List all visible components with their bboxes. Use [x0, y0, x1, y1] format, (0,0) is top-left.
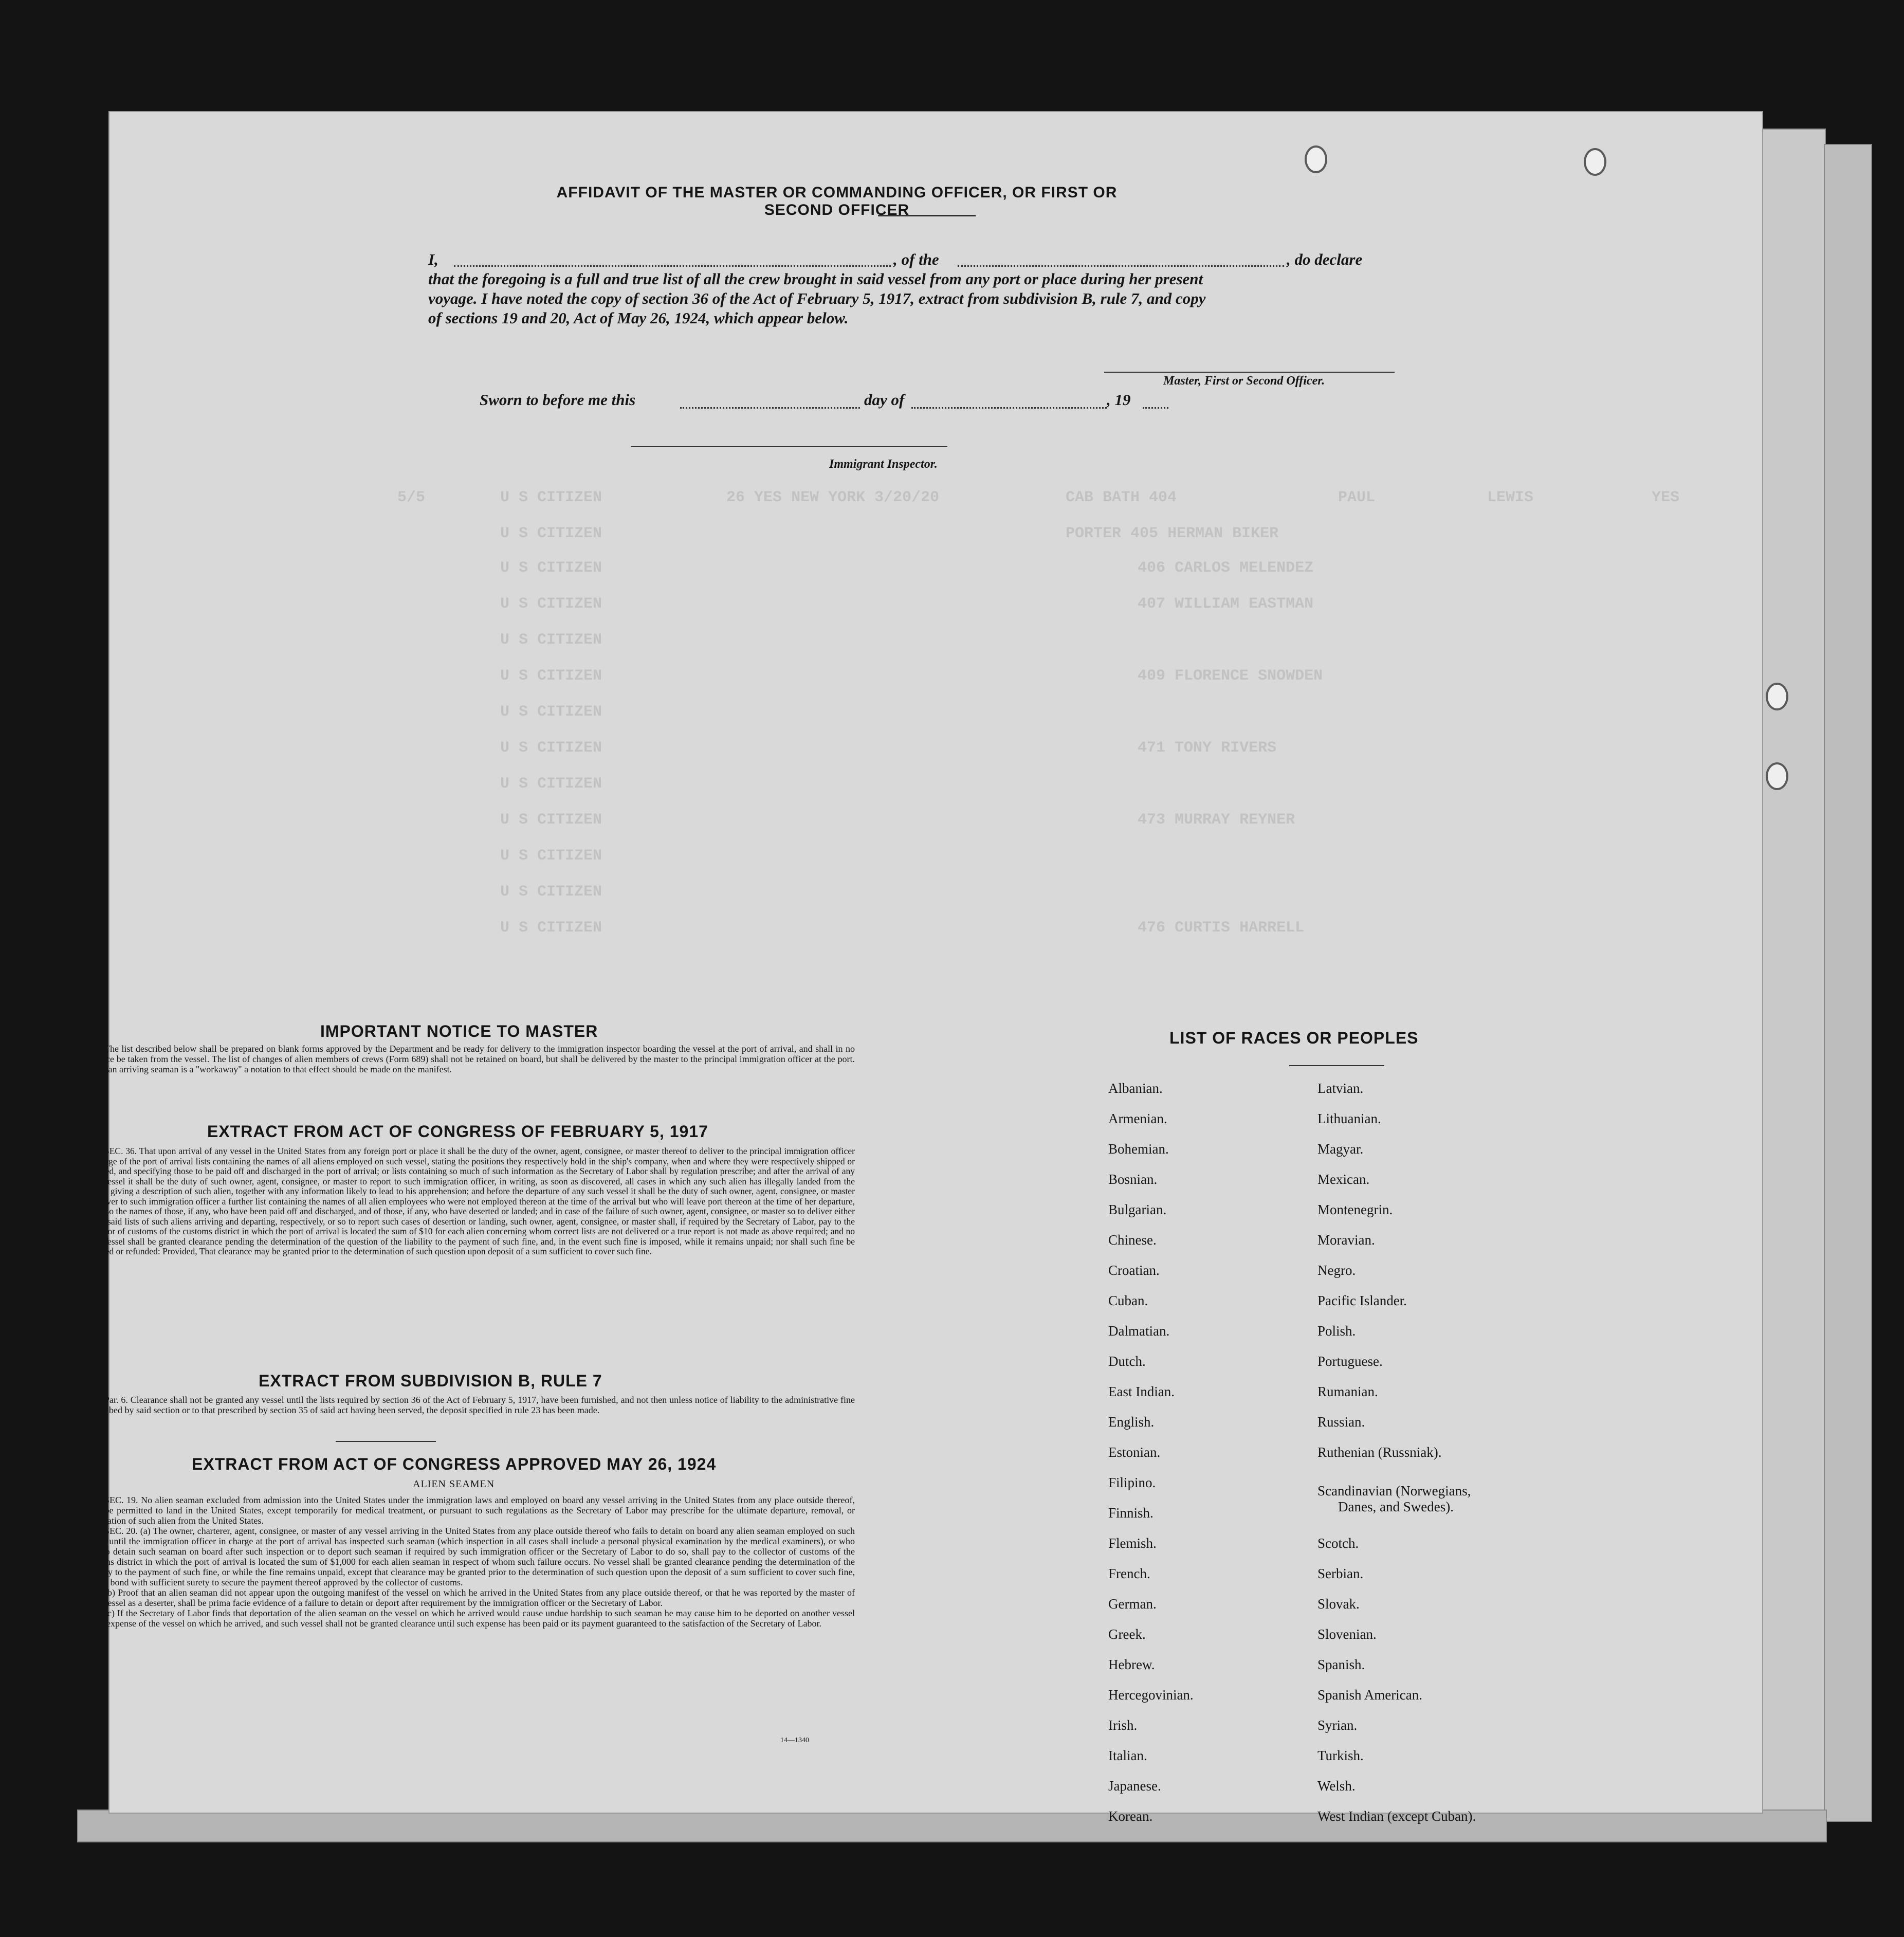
of-the-label: , of the: [893, 250, 939, 268]
sworn-day-field[interactable]: [680, 407, 860, 409]
race-item: Hebrew.: [1108, 1657, 1155, 1672]
race-item: Bosnian.: [1108, 1172, 1158, 1187]
ghost-row: 26 YES NEW YORK 3/20/20: [726, 489, 940, 506]
alien-seamen-subtitle: ALIEN SEAMEN: [413, 1478, 495, 1490]
race-item: Dutch.: [1108, 1354, 1146, 1369]
race-item: Negro.: [1317, 1263, 1356, 1278]
ghost-row: 473 MURRAY REYNER: [1138, 811, 1295, 829]
ghost-row: U S CITIZEN: [500, 667, 602, 685]
declaration-line-3: of sections 19 and 20, Act of May 26, 1924, which appear below.: [428, 309, 849, 327]
race-item: Lithuanian.: [1317, 1111, 1381, 1126]
ghost-row: U S CITIZEN: [500, 739, 602, 757]
ghost-row: PAUL: [1338, 489, 1376, 506]
race-item: Japanese.: [1108, 1778, 1161, 1794]
race-item: French.: [1108, 1566, 1150, 1581]
race-item: Hercegovinian.: [1108, 1687, 1194, 1703]
under-sheet-far-right: [1824, 144, 1872, 1822]
race-item: Irish.: [1108, 1717, 1138, 1733]
section-divider: [336, 1441, 436, 1442]
race-item: Latvian.: [1317, 1081, 1364, 1096]
signature-line[interactable]: [1104, 372, 1395, 373]
sec19-text: SEC. 19. No alien seaman excluded from admission into the United States under the immigration laws and employed on board any vessel arriving in the United States from any place outside thereof, shall be permitted to land in the United States, except temporarily for medical treatment, or pursuant to such regulations as the Secretary of Labor may prescribe for the ultimate departure, removal, or deportation of such alien from the United States.: [84, 1495, 855, 1526]
race-item: Finnish.: [1108, 1505, 1154, 1521]
ghost-row: CAB BATH 404: [1066, 489, 1177, 506]
race-item: Dalmatian.: [1108, 1323, 1170, 1339]
race-item: Cuban.: [1108, 1293, 1148, 1308]
extract-1924-title: EXTRACT FROM ACT OF CONGRESS APPROVED MAY 26, 1924: [192, 1455, 717, 1473]
race-item: Pacific Islander.: [1317, 1293, 1407, 1308]
ghost-row: U S CITIZEN: [500, 525, 602, 542]
ghost-row: YES: [1652, 489, 1680, 506]
i-label: I,: [428, 250, 438, 268]
sworn-line: [480, 391, 1302, 411]
race-item: Turkish.: [1317, 1748, 1364, 1763]
race-item: West Indian (except Cuban).: [1317, 1808, 1476, 1824]
vessel-field[interactable]: [958, 265, 1284, 267]
extract-1917-title: EXTRACT FROM ACT OF CONGRESS OF FEBRUARY 5, 1917: [207, 1122, 708, 1141]
ghost-row: U S CITIZEN: [500, 883, 602, 901]
race-item: German.: [1108, 1596, 1157, 1612]
declaration-line-1: that the foregoing is a full and true list of all the crew brought in said vessel from any port or place during her present: [428, 270, 1203, 288]
extract-rule7-title: EXTRACT FROM SUBDIVISION B, RULE 7: [259, 1372, 602, 1390]
affidavit-declaration: [428, 250, 1544, 328]
title-underline: [878, 215, 976, 216]
race-item: Flemish.: [1108, 1536, 1157, 1551]
extract-rule7-text: Par. 6. Clearance shall not be granted any vessel until the lists required by section 36 of the Act of February 5, 1917, have been furnished, and not then unless notice of liability to the administrative fine prescribed by said section or to that prescribed by section 35 of said act having been served, the deposit specified in rule 23 has been made.: [84, 1395, 855, 1415]
sworn-label: Sworn to before me this: [480, 391, 636, 409]
race-item: Polish.: [1317, 1323, 1356, 1339]
sec20b-text: (b) Proof that an alien seaman did not appear upon the outgoing manifest of the vessel on which he arrived in the United States from any place outside thereof, or that he was reported by the master of such vessel as a deserter, shall be prima facie evidence of a failure to detain or deport after requirement by the immigration officer or the Secretary of Labor.: [84, 1587, 855, 1608]
race-item: Filipino.: [1108, 1475, 1156, 1490]
race-item: Armenian.: [1108, 1111, 1167, 1126]
inspector-signature-line[interactable]: [631, 446, 947, 447]
day-of-label: day of: [864, 391, 905, 409]
form-sheet: [84, 112, 1762, 1824]
race-item: Russian.: [1317, 1414, 1365, 1430]
ghost-row: U S CITIZEN: [500, 703, 602, 721]
ghost-row: LEWIS: [1487, 489, 1534, 506]
race-item: Scotch.: [1317, 1536, 1359, 1551]
race-item: Chinese.: [1108, 1232, 1157, 1248]
race-item: English.: [1108, 1414, 1155, 1430]
year-label: , 19: [1107, 391, 1131, 409]
affidavit-title: AFFIDAVIT OF THE MASTER OR COMMANDING OFFICER, OR FIRST OR SECOND OFFICER: [556, 184, 1118, 218]
race-item: Scandinavian (Norwegians,: [1317, 1483, 1471, 1499]
race-item: Albanian.: [1108, 1081, 1163, 1096]
ghost-row: 407 WILLIAM EASTMAN: [1138, 595, 1314, 613]
signature-caption: Master, First or Second Officer.: [1163, 374, 1325, 388]
extract-1917-text: SEC. 36. That upon arrival of any vessel in the United States from any foreign port or place it shall be the duty of the owner, agent, consignee, or master thereof to deliver to the principal immigration officer in charge of the port of arrival lists containing the names of all aliens employed on such vessel, stating the positions they respectively hold in the ship's company, when and where they were respectively shipped or engaged, and specifying those to be paid off and discharged in the port of arrival; or lists containing so much of such information as the Secretary of Labor shall by regulation prescribe; and after the arrival of any such vessel it shall be the duty of such owner, agent, consignee, or master to report to such immigration officer, in writing, as soon as discovered, all cases in which any such alien has illegally landed from the vessel, giving a description of such alien, together with any information likely to lead to his apprehension; and before the departure of any such vessel it shall be the duty of such owner, agent, consignee, or master to deliver to such immigration officer a further list containing the names of all alien employees who were not employed thereon at the time of the arrival but who will leave port thereon at the time of her departure, and also the names of those, if any, who have been paid off and discharged, and of those, if any, who have deserted or landed; and in case of the failure of such owner, agent, consignee, or master so to deliver either of the said lists of such aliens arriving and departing, respectively, or so to report such cases of desertion or landing, such owner, agent, consignee, or master shall, if required by the Secretary of Labor, pay to the collector of customs of the customs district in which the port of arrival is located the sum of $10 for each alien concerning whom correct lists are not delivered or a true report is not made as above required; and no such vessel shall be granted clearance pending the determination of the question of the liability to the payment of such fine, and, in the event such fine is imposed, while it remains unpaid; nor shall such fine be remitted or refunded: Provided, That clearance may be granted prior to the determination of such question upon deposit of a sum sufficient to cover such fine.: [84, 1146, 855, 1256]
ghost-row: PORTER 405 HERMAN BIKER: [1066, 525, 1279, 542]
race-item: Moravian.: [1317, 1232, 1375, 1248]
ghost-row: U S CITIZEN: [500, 811, 602, 829]
ghost-row: U S CITIZEN: [500, 631, 602, 649]
race-item: Estonian.: [1108, 1445, 1161, 1460]
race-item: Montenegrin.: [1317, 1202, 1393, 1217]
punch-hole: [1584, 148, 1606, 176]
race-item: Slovak.: [1317, 1596, 1360, 1612]
race-item: Bulgarian.: [1108, 1202, 1167, 1217]
punch-hole: [1305, 145, 1327, 173]
ghost-row: U S CITIZEN: [500, 847, 602, 865]
form-number: 14—1340: [780, 1737, 809, 1744]
notice-title: IMPORTANT NOTICE TO MASTER: [320, 1022, 598, 1040]
races-title-underline: [1289, 1065, 1384, 1066]
ghost-row: 471 TONY RIVERS: [1138, 739, 1277, 757]
race-item: Spanish American.: [1317, 1687, 1422, 1703]
race-item: Portuguese.: [1317, 1354, 1383, 1369]
extract-1924-text: [84, 1495, 855, 1629]
race-item: Serbian.: [1317, 1566, 1364, 1581]
under-sheet-right: [1762, 129, 1826, 1827]
race-item: Ruthenian (Russniak).: [1317, 1445, 1442, 1460]
ghost-row: 476 CURTIS HARRELL: [1138, 919, 1305, 937]
ghost-row: U S CITIZEN: [500, 489, 602, 506]
race-item: Korean.: [1108, 1808, 1153, 1824]
race-item: Slovenian.: [1317, 1627, 1377, 1642]
race-item: Rumanian.: [1317, 1384, 1378, 1399]
race-item: Italian.: [1108, 1748, 1147, 1763]
sworn-month-field[interactable]: [911, 407, 1107, 409]
sworn-year-field[interactable]: [1143, 407, 1168, 409]
ghost-row: 406 CARLOS MELENDEZ: [1138, 559, 1314, 577]
inspector-caption: Immigrant Inspector.: [829, 458, 938, 471]
do-declare-label: , do declare: [1287, 250, 1363, 268]
ghost-row: 5/5: [397, 489, 426, 506]
name-field[interactable]: [454, 265, 891, 267]
race-item: Welsh.: [1317, 1778, 1356, 1794]
ghost-row: 409 FLORENCE SNOWDEN: [1138, 667, 1323, 685]
punch-hole: [1766, 762, 1788, 790]
race-item: Magyar.: [1317, 1141, 1364, 1157]
sec20c-text: (c) If the Secretary of Labor finds that deportation of the alien seaman on the vessel on which he arrived would cause undue hardship to such seaman he may cause him to be deported on another vessel at the expense of the vessel on which he arrived, and such vessel shall not be granted clearance until such expense has been paid or its payment guaranteed to the satisfaction of the Secretary of Labor.: [84, 1608, 855, 1629]
punch-hole: [1766, 683, 1788, 710]
race-item: East Indian.: [1108, 1384, 1175, 1399]
race-item: Mexican.: [1317, 1172, 1370, 1187]
notice-text: The list described below shall be prepared on blank forms approved by the Department and be ready for delivery to the immigration inspector boarding the vessel at the port of arrival, and shall in no instance be taken from the vessel. The list of changes of alien members of crews (Form 689) shall not be retained on board, but shall be delivered by the master to the principal immigration officer at the port. When an arriving seaman is a "workaway" a notation to that effect should be made on the manifest.: [84, 1044, 855, 1074]
race-item: Syrian.: [1317, 1717, 1358, 1733]
ghost-row: U S CITIZEN: [500, 595, 602, 613]
race-item: Spanish.: [1317, 1657, 1365, 1672]
ghost-row: U S CITIZEN: [500, 559, 602, 577]
ghost-row: U S CITIZEN: [500, 919, 602, 937]
under-sheet-bottom: [77, 1810, 1827, 1842]
race-item: Bohemian.: [1108, 1141, 1169, 1157]
race-item: Greek.: [1108, 1627, 1146, 1642]
sec20a-text: SEC. 20. (a) The owner, charterer, agent, consignee, or master of any vessel arriving in the United States from any place outside thereof who fails to detain on board any alien seaman employed on such vessel until the immigration officer in charge at the port of arrival has inspected such seaman (which inspection in all cases shall include a personal physical examination by the medical examiners), or who fails to detain such seaman on board after such inspection or to deport such seaman if required by such immigration officer or the Secretary of Labor to do so, shall pay to the collector of customs of the customs district in which the port of arrival is located the sum of $1,000 for each alien seaman in respect of whom such failure occurs. No vessel shall be granted clearance pending the determination of the liability to the payment of such fine, or while the fine remains unpaid, except that clearance may be granted prior to the determination of such question upon the deposit of a sum sufficient to cover such fine, or of a bond with sufficient surety to secure the payment thereof approved by the collector of customs.: [84, 1526, 855, 1587]
ghost-row: U S CITIZEN: [500, 775, 602, 793]
races-title: LIST OF RACES OR PEOPLES: [1169, 1029, 1419, 1047]
race-item: Croatian.: [1108, 1263, 1160, 1278]
race-item: Danes, and Swedes).: [1338, 1499, 1454, 1514]
declaration-line-2: voyage. I have noted the copy of section 36 of the Act of February 5, 1917, extract from subdivision B, rule 7, and copy: [428, 289, 1206, 307]
